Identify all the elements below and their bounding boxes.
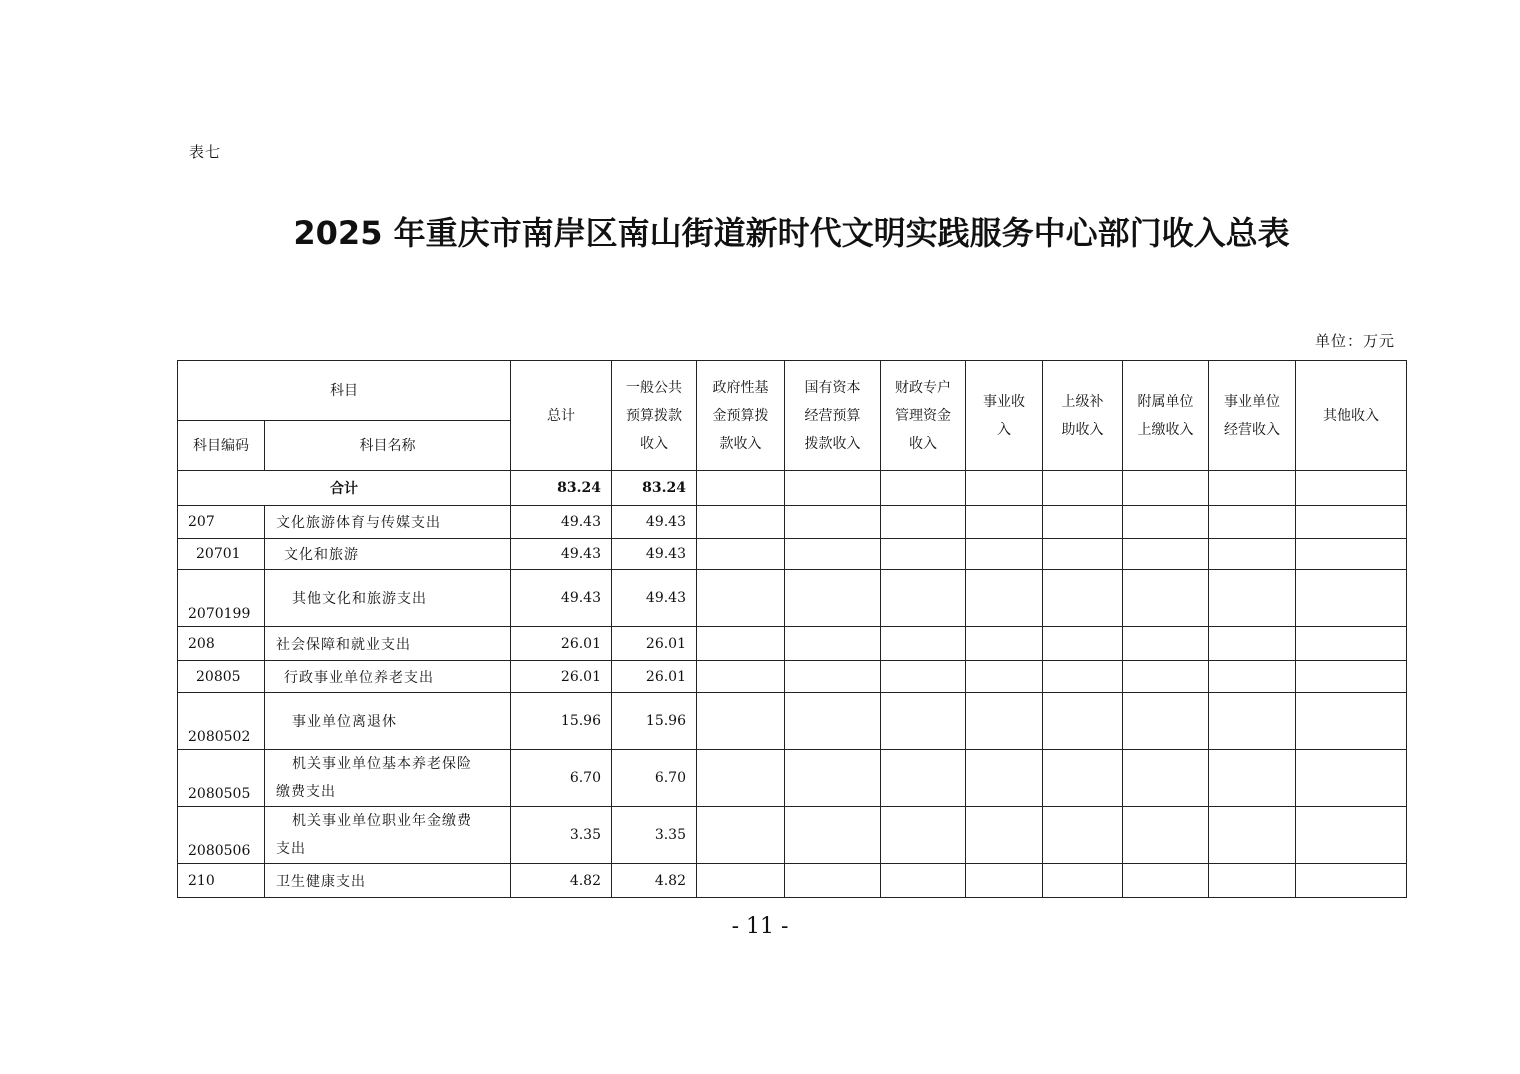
- header-subject-code: 科目编码: [178, 421, 265, 471]
- empty-cell: [785, 570, 881, 627]
- header-superior-subsidy: [1043, 361, 1123, 471]
- table-row: [178, 539, 1407, 570]
- row-general-budget: 4.82: [612, 864, 697, 898]
- empty-cell: [1043, 506, 1123, 539]
- header-fiscal-special-line1: 财政专户: [895, 379, 951, 396]
- empty-cell: [1209, 864, 1296, 898]
- row-general-budget: 49.43: [612, 506, 697, 539]
- empty-cell: [697, 570, 785, 627]
- header-business-income-line2: 入: [997, 421, 1011, 438]
- empty-cell: [697, 506, 785, 539]
- empty-cell: [966, 506, 1043, 539]
- row-code: 208: [178, 627, 265, 661]
- header-superior-subsidy-line1: 上级补: [1061, 393, 1104, 410]
- row-general-budget: 3.35: [612, 807, 697, 864]
- table-row: [178, 627, 1407, 661]
- header-business-income: [966, 361, 1043, 471]
- empty-cell: [1043, 627, 1123, 661]
- header-general-budget-line3: 收入: [640, 435, 668, 452]
- row-code: 20805: [178, 661, 265, 693]
- row-total: 26.01: [511, 661, 612, 693]
- row-name: 卫生健康支出: [265, 864, 511, 898]
- empty-cell: [1123, 807, 1209, 864]
- header-state-capital-line3: 拨款收入: [804, 435, 861, 452]
- empty-cell: [1296, 627, 1407, 661]
- empty-cell: [785, 471, 881, 506]
- empty-cell: [1043, 661, 1123, 693]
- empty-cell: [1209, 471, 1296, 506]
- table-row: [178, 864, 1407, 898]
- row-name: 社会保障和就业支出: [265, 627, 511, 661]
- empty-cell: [1209, 693, 1296, 750]
- total-cell-total: 83.24: [511, 471, 612, 506]
- header-gov-fund-line2: 金预算拨: [712, 407, 769, 424]
- header-gov-fund-line1: 政府性基: [712, 379, 769, 396]
- total-label: 合计: [178, 471, 511, 506]
- empty-cell: [1209, 750, 1296, 807]
- empty-cell: [1123, 661, 1209, 693]
- header-operating-income: [1209, 361, 1296, 471]
- table-row: [178, 661, 1407, 693]
- empty-cell: [966, 807, 1043, 864]
- empty-cell: [697, 693, 785, 750]
- empty-cell: [881, 539, 966, 570]
- empty-cell: [1209, 570, 1296, 627]
- row-general-budget: 26.01: [612, 627, 697, 661]
- empty-cell: [1296, 661, 1407, 693]
- empty-cell: [966, 570, 1043, 627]
- total-cell-general-budget: 83.24: [612, 471, 697, 506]
- empty-cell: [697, 750, 785, 807]
- header-subject-name: 科目名称: [265, 421, 511, 471]
- empty-cell: [966, 750, 1043, 807]
- header-general-budget: [612, 361, 697, 471]
- empty-cell: [1043, 471, 1123, 506]
- empty-cell: [1123, 750, 1209, 807]
- header-total: 总计: [511, 361, 612, 471]
- row-name: 其他文化和旅游支出: [265, 570, 511, 627]
- row-general-budget: 49.43: [612, 570, 697, 627]
- empty-cell: [1123, 471, 1209, 506]
- header-affiliated-payment-line2: 上缴收入: [1137, 421, 1194, 438]
- table-row: [178, 750, 1407, 807]
- empty-cell: [785, 539, 881, 570]
- table-label: 表七: [189, 143, 222, 161]
- header-operating-income-line2: 经营收入: [1224, 421, 1280, 438]
- empty-cell: [697, 539, 785, 570]
- row-total: 49.43: [511, 570, 612, 627]
- header-other-income: 其他收入: [1296, 361, 1407, 471]
- row-general-budget: 6.70: [612, 750, 697, 807]
- header-operating-income-line1: 事业单位: [1224, 393, 1280, 410]
- empty-cell: [881, 661, 966, 693]
- row-name-line2: 缴费支出: [276, 784, 336, 800]
- header-gov-fund: [697, 361, 785, 471]
- empty-cell: [881, 506, 966, 539]
- empty-cell: [1209, 807, 1296, 864]
- table-row: [178, 506, 1407, 539]
- empty-cell: [785, 661, 881, 693]
- empty-cell: [966, 627, 1043, 661]
- row-general-budget: 15.96: [612, 693, 697, 750]
- empty-cell: [1043, 570, 1123, 627]
- row-total: 4.82: [511, 864, 612, 898]
- empty-cell: [785, 807, 881, 864]
- header-fiscal-special-line2: 管理资金: [895, 407, 951, 424]
- empty-cell: [966, 539, 1043, 570]
- header-row-1: [178, 361, 1407, 421]
- header-subject: 科目: [178, 361, 511, 421]
- table-row: [178, 570, 1407, 627]
- empty-cell: [1209, 627, 1296, 661]
- row-name: 文化旅游体育与传媒支出: [265, 506, 511, 539]
- empty-cell: [881, 570, 966, 627]
- row-general-budget: 49.43: [612, 539, 697, 570]
- row-total: 6.70: [511, 750, 612, 807]
- empty-cell: [881, 750, 966, 807]
- empty-cell: [785, 693, 881, 750]
- header-state-capital: [785, 361, 881, 471]
- empty-cell: [697, 471, 785, 506]
- empty-cell: [1123, 693, 1209, 750]
- empty-cell: [785, 627, 881, 661]
- empty-cell: [1043, 539, 1123, 570]
- row-general-budget: 26.01: [612, 661, 697, 693]
- empty-cell: [1296, 539, 1407, 570]
- row-name: [265, 807, 511, 864]
- header-superior-subsidy-line2: 助收入: [1061, 421, 1104, 438]
- empty-cell: [881, 471, 966, 506]
- row-name: [265, 750, 511, 807]
- empty-cell: [1043, 750, 1123, 807]
- header-affiliated-payment: [1123, 361, 1209, 471]
- row-name: 行政事业单位养老支出: [265, 661, 511, 693]
- empty-cell: [785, 864, 881, 898]
- row-total: 49.43: [511, 506, 612, 539]
- empty-cell: [1123, 506, 1209, 539]
- page-title: 2025 年重庆市南岸区南山街道新时代文明实践服务中心部门收入总表: [293, 214, 1290, 252]
- empty-cell: [1296, 807, 1407, 864]
- empty-cell: [1043, 693, 1123, 750]
- empty-cell: [966, 693, 1043, 750]
- empty-cell: [881, 627, 966, 661]
- income-summary-table: [177, 360, 1407, 898]
- header-state-capital-line1: 国有资本: [804, 379, 861, 396]
- header-general-budget-line1: 一般公共: [626, 379, 682, 396]
- row-total: 15.96: [511, 693, 612, 750]
- row-total: 26.01: [511, 627, 612, 661]
- empty-cell: [966, 661, 1043, 693]
- total-row: [178, 471, 1407, 506]
- header-state-capital-line2: 经营预算: [804, 407, 861, 424]
- empty-cell: [881, 807, 966, 864]
- table-row: [178, 807, 1407, 864]
- page-number: - 11 -: [731, 914, 789, 939]
- empty-cell: [881, 864, 966, 898]
- header-fiscal-special: [881, 361, 966, 471]
- empty-cell: [966, 471, 1043, 506]
- header-fiscal-special-line3: 收入: [909, 435, 937, 452]
- header-business-income-line1: 事业收: [983, 393, 1025, 410]
- header-affiliated-payment-line1: 附属单位: [1137, 393, 1194, 410]
- empty-cell: [1123, 864, 1209, 898]
- empty-cell: [1296, 750, 1407, 807]
- empty-cell: [1123, 627, 1209, 661]
- row-code: 210: [178, 864, 265, 898]
- empty-cell: [1123, 539, 1209, 570]
- row-total: 49.43: [511, 539, 612, 570]
- row-name-line1: 机关事业单位职业年金缴费: [292, 813, 472, 829]
- row-code: 2080505: [178, 750, 265, 807]
- row-name-line2: 支出: [276, 841, 306, 857]
- header-gov-fund-line3: 款收入: [719, 435, 762, 452]
- empty-cell: [881, 693, 966, 750]
- row-total: 3.35: [511, 807, 612, 864]
- empty-cell: [1123, 570, 1209, 627]
- empty-cell: [785, 506, 881, 539]
- empty-cell: [966, 864, 1043, 898]
- empty-cell: [697, 807, 785, 864]
- empty-cell: [1296, 570, 1407, 627]
- header-general-budget-line2: 预算拨款: [626, 407, 682, 424]
- empty-cell: [1296, 506, 1407, 539]
- empty-cell: [785, 750, 881, 807]
- empty-cell: [1296, 471, 1407, 506]
- empty-cell: [1043, 807, 1123, 864]
- row-code: 2080502: [178, 693, 265, 750]
- empty-cell: [1209, 539, 1296, 570]
- empty-cell: [1209, 661, 1296, 693]
- empty-cell: [1209, 506, 1296, 539]
- row-code: 20701: [178, 539, 265, 570]
- row-code: 2070199: [178, 570, 265, 627]
- empty-cell: [697, 864, 785, 898]
- empty-cell: [697, 627, 785, 661]
- row-name: 文化和旅游: [265, 539, 511, 570]
- table-row: [178, 693, 1407, 750]
- row-code: 2080506: [178, 807, 265, 864]
- empty-cell: [1043, 864, 1123, 898]
- empty-cell: [1296, 693, 1407, 750]
- empty-cell: [1296, 864, 1407, 898]
- row-name-line1: 机关事业单位基本养老保险: [292, 756, 472, 772]
- empty-cell: [697, 661, 785, 693]
- unit-label: 单位：万元: [1314, 332, 1395, 350]
- row-code: 207: [178, 506, 265, 539]
- row-name: 事业单位离退休: [265, 693, 511, 750]
